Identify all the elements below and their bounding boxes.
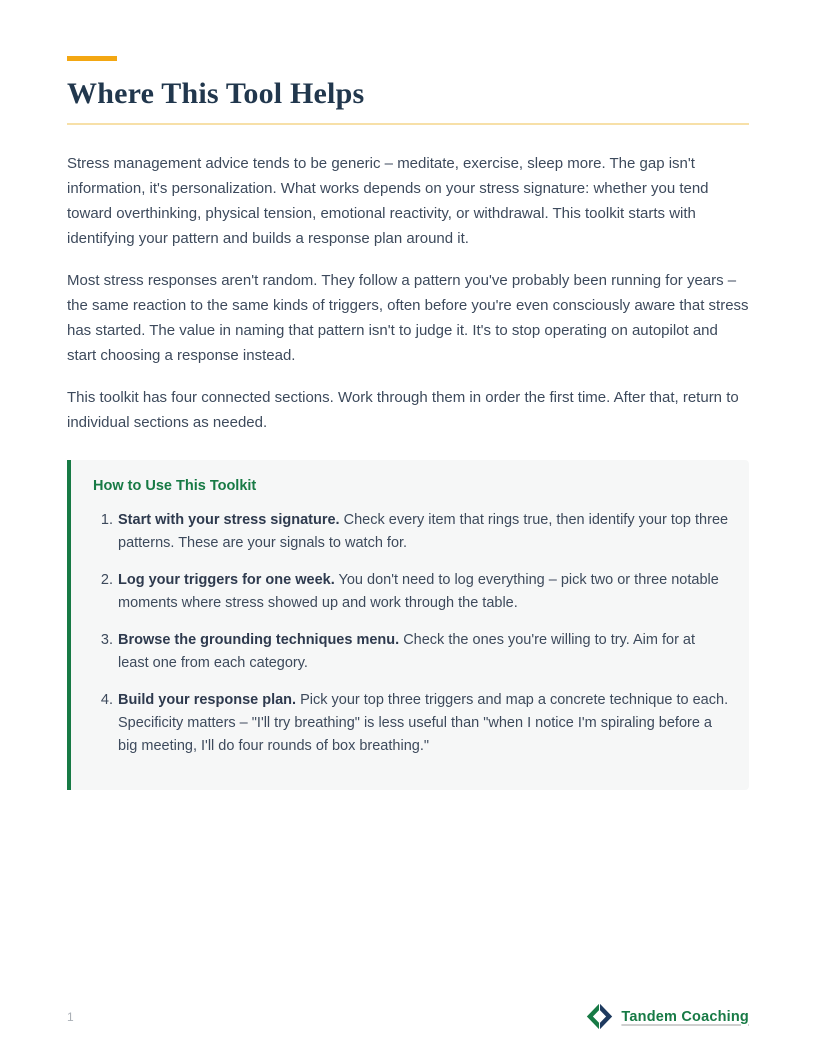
item-bold-lead: Browse the grounding techniques menu. — [118, 632, 400, 648]
item-detail: Check every item that rings true, then identify your top three patterns. These are your signals to watch for. — [118, 512, 729, 551]
item-text — [118, 509, 729, 555]
list-item — [93, 629, 729, 675]
brand-logo — [586, 1003, 749, 1030]
item-bold-lead: Start with your stress signature. — [118, 512, 340, 528]
how-to-use-callout — [67, 460, 749, 790]
item-text — [118, 689, 729, 758]
item-bold-lead: Build your response plan. — [118, 692, 297, 708]
item-number: 1. — [100, 512, 113, 528]
item-number: 2. — [100, 572, 113, 588]
paragraph: Most stress responses aren't random. They follow a pattern you've probably been running for years – the same reaction to the same kinds of triggers, often before you're even consciously aware that stress has started. The value in naming that pattern isn't to judge it. It's to stop operating on autopilot and start choosing a response instead. — [67, 272, 749, 364]
page-number: 1 — [67, 1009, 74, 1024]
paragraph: Stress management advice tends to be generic – meditate, exercise, sleep more. The gap isn't information, it's personalization. What works depends on your stress signature: whether you tend toward overthinking, physical tension, emotional reactivity, or withdrawal. This toolkit starts with identifying your pattern and builds a response plan around it. — [67, 155, 709, 247]
item-bold-lead: Log your triggers for one week. — [118, 572, 335, 588]
item-detail: You don't need to log everything – pick two or three notable moments where stress showed up and work through the table. — [118, 572, 719, 611]
list-item — [93, 509, 729, 555]
callout-list — [93, 509, 729, 758]
item-number: 3. — [100, 632, 113, 648]
item-detail: Check the ones you're willing to try. Aim for at least one from each category. — [118, 632, 696, 671]
list-item — [93, 569, 729, 615]
item-text — [118, 569, 729, 615]
title-rule — [67, 123, 749, 125]
item-detail: Pick your top three triggers and map a concrete technique to each. Specificity matters – "I'll try breathing" is less useful than "when I notice I'm spiraling before a big meeting, I'll do four rounds of box breathing." — [118, 692, 729, 754]
list-item — [93, 689, 729, 758]
accent-bar — [67, 56, 117, 61]
page-footer — [67, 1003, 749, 1030]
item-text — [118, 629, 729, 675]
callout-heading: How to Use This Toolkit — [93, 478, 257, 494]
paragraph: This toolkit has four connected sections. Work through them in order the first time. After that, return to individual sections as needed. — [67, 389, 739, 431]
brand-name: Tandem Coaching — [621, 1008, 749, 1025]
tandem-diamond-icon — [586, 1003, 613, 1030]
item-number: 4. — [100, 692, 113, 708]
page-title: Where This Tool Helps — [67, 77, 365, 110]
